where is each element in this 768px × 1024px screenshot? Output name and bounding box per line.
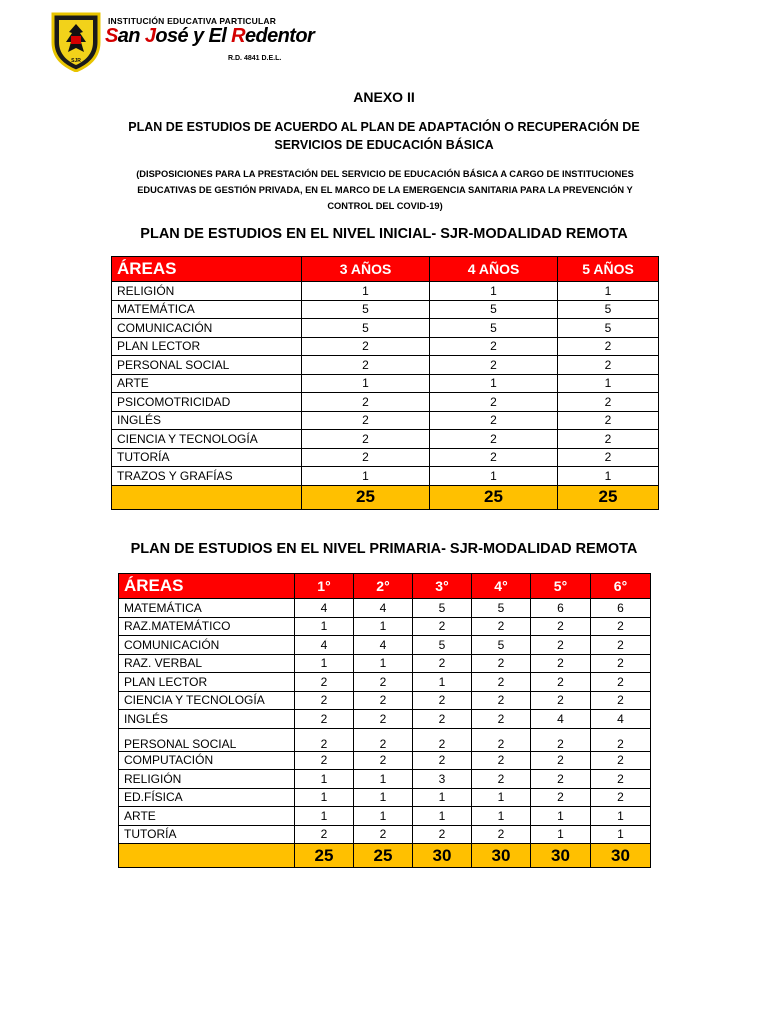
hours-cell: 1 <box>354 807 413 826</box>
hours-cell: 2 <box>558 448 659 467</box>
hours-cell: 6 <box>531 599 591 618</box>
hours-cell: 1 <box>354 770 413 789</box>
hours-cell: 1 <box>302 282 430 301</box>
hours-cell: 1 <box>354 788 413 807</box>
area-name-cell: PERSONAL SOCIAL <box>112 356 302 375</box>
hours-cell: 2 <box>472 825 531 844</box>
hours-cell: 2 <box>531 654 591 673</box>
area-name-cell: TUTORÍA <box>112 448 302 467</box>
area-name-cell: PLAN LECTOR <box>119 673 295 692</box>
grade-header: 4° <box>472 574 531 599</box>
hours-cell: 1 <box>558 282 659 301</box>
hours-cell: 2 <box>531 617 591 636</box>
area-name-cell: COMUNICACIÓN <box>112 319 302 338</box>
total-hours-cell: 25 <box>430 485 558 509</box>
hours-cell: 2 <box>302 356 430 375</box>
table-row <box>119 751 651 770</box>
area-name-cell: ARTE <box>112 374 302 393</box>
total-hours-cell: 30 <box>591 844 651 868</box>
hours-cell: 2 <box>531 636 591 655</box>
hours-cell: 1 <box>302 374 430 393</box>
hours-cell: 1 <box>531 807 591 826</box>
table-row <box>112 430 659 449</box>
hours-cell: 2 <box>531 728 591 751</box>
area-name-cell: TUTORÍA <box>119 825 295 844</box>
totals-row <box>112 485 659 509</box>
grade-header: 5° <box>531 574 591 599</box>
area-name-cell: CIENCIA Y TECNOLOGÍA <box>112 430 302 449</box>
areas-header: ÁREAS <box>119 574 295 599</box>
hours-cell: 2 <box>302 411 430 430</box>
table-row <box>119 599 651 618</box>
hours-cell: 4 <box>354 599 413 618</box>
area-name-cell: RAZ. VERBAL <box>119 654 295 673</box>
hours-cell: 2 <box>591 751 651 770</box>
hours-cell: 2 <box>558 356 659 375</box>
hours-cell: 2 <box>413 751 472 770</box>
grade-header: 4 AÑOS <box>430 257 558 282</box>
hours-cell: 1 <box>558 374 659 393</box>
table-row <box>112 282 659 301</box>
hours-cell: 1 <box>295 788 354 807</box>
hours-cell: 1 <box>472 807 531 826</box>
hours-cell: 5 <box>558 300 659 319</box>
hours-cell: 3 <box>413 770 472 789</box>
hours-cell: 4 <box>295 636 354 655</box>
table-row <box>119 617 651 636</box>
hours-cell: 2 <box>413 710 472 729</box>
totals-row <box>119 844 651 868</box>
total-hours-cell: 25 <box>354 844 413 868</box>
hours-cell: 1 <box>302 467 430 486</box>
hours-cell: 5 <box>430 300 558 319</box>
area-name-cell: RELIGIÓN <box>112 282 302 301</box>
hours-cell: 2 <box>558 337 659 356</box>
institution-type-label: INSTITUCIÓN EDUCATIVA PARTICULAR <box>108 16 277 26</box>
hours-cell: 2 <box>591 770 651 789</box>
hours-cell: 2 <box>472 673 531 692</box>
hours-cell: 2 <box>295 728 354 751</box>
hours-cell: 2 <box>472 728 531 751</box>
hours-cell: 4 <box>531 710 591 729</box>
hours-cell: 2 <box>413 825 472 844</box>
hours-cell: 2 <box>558 430 659 449</box>
hours-cell: 2 <box>558 411 659 430</box>
grade-header: 1° <box>295 574 354 599</box>
table-row <box>119 788 651 807</box>
hours-cell: 5 <box>302 300 430 319</box>
hours-cell: 6 <box>591 599 651 618</box>
hours-cell: 2 <box>591 654 651 673</box>
hours-cell: 2 <box>413 617 472 636</box>
total-hours-cell: 25 <box>558 485 659 509</box>
hours-cell: 5 <box>472 636 531 655</box>
hours-cell: 2 <box>472 770 531 789</box>
table-row <box>119 654 651 673</box>
hours-cell: 2 <box>354 673 413 692</box>
hours-cell: 2 <box>295 673 354 692</box>
institution-logo <box>50 12 315 78</box>
hours-cell: 1 <box>531 825 591 844</box>
total-hours-cell: 30 <box>472 844 531 868</box>
area-name-cell: RAZ.MATEMÁTICO <box>119 617 295 636</box>
hours-cell: 1 <box>295 617 354 636</box>
hours-cell: 2 <box>354 825 413 844</box>
shield-crest-icon <box>50 12 102 72</box>
hours-cell: 2 <box>430 393 558 412</box>
total-hours-cell: 30 <box>413 844 472 868</box>
hours-cell: 2 <box>558 393 659 412</box>
hours-cell: 1 <box>295 807 354 826</box>
hours-cell: 1 <box>430 282 558 301</box>
hours-cell: 4 <box>354 636 413 655</box>
primaria-study-plan-table <box>118 573 651 868</box>
hours-cell: 2 <box>591 673 651 692</box>
area-name-cell: INGLÉS <box>112 411 302 430</box>
table-row <box>119 673 651 692</box>
hours-cell: 2 <box>354 691 413 710</box>
table-row <box>112 300 659 319</box>
hours-cell: 2 <box>302 393 430 412</box>
svg-text:SJR: SJR <box>71 58 81 64</box>
hours-cell: 1 <box>295 654 354 673</box>
inicial-section-title: PLAN DE ESTUDIOS EN EL NIVEL INICIAL- SJR-MODALIDAD REMOTA <box>140 226 628 242</box>
hours-cell: 1 <box>354 654 413 673</box>
hours-cell: 2 <box>295 710 354 729</box>
hours-cell: 2 <box>295 691 354 710</box>
hours-cell: 2 <box>531 751 591 770</box>
hours-cell: 2 <box>472 617 531 636</box>
hours-cell: 2 <box>430 448 558 467</box>
hours-cell: 5 <box>413 599 472 618</box>
table-row <box>112 319 659 338</box>
hours-cell: 2 <box>591 728 651 751</box>
area-name-cell: PERSONAL SOCIAL <box>119 728 295 751</box>
hours-cell: 5 <box>558 319 659 338</box>
hours-cell: 2 <box>531 691 591 710</box>
primaria-section-title: PLAN DE ESTUDIOS EN EL NIVEL PRIMARIA- SJR-MODALIDAD REMOTA <box>130 541 638 557</box>
hours-cell: 2 <box>354 751 413 770</box>
area-name-cell: ED.FÍSICA <box>119 788 295 807</box>
area-name-cell: PLAN LECTOR <box>112 337 302 356</box>
table-row <box>112 393 659 412</box>
hours-cell: 5 <box>472 599 531 618</box>
grade-header: 6° <box>591 574 651 599</box>
area-name-cell: PSICOMOTRICIDAD <box>112 393 302 412</box>
area-name-cell: ARTE <box>119 807 295 826</box>
hours-cell: 2 <box>472 751 531 770</box>
area-name-cell: TRAZOS Y GRAFÍAS <box>112 467 302 486</box>
inicial-study-plan-table <box>111 256 659 510</box>
table-row <box>119 691 651 710</box>
hours-cell: 1 <box>591 825 651 844</box>
hours-cell: 2 <box>472 654 531 673</box>
hours-cell: 2 <box>531 770 591 789</box>
grade-header: 2° <box>354 574 413 599</box>
hours-cell: 5 <box>413 636 472 655</box>
hours-cell: 2 <box>413 654 472 673</box>
plan-title: PLAN DE ESTUDIOS DE ACUERDO AL PLAN DE ADAPTACIÓN O RECUPERACIÓN DE SERVICIOS DE EDUCACIÓN BÁSICA <box>128 120 640 152</box>
table-row <box>112 337 659 356</box>
totals-label-cell <box>112 485 302 509</box>
table-row <box>112 467 659 486</box>
area-name-cell: CIENCIA Y TECNOLOGÍA <box>119 691 295 710</box>
hours-cell: 5 <box>430 319 558 338</box>
hours-cell: 2 <box>591 617 651 636</box>
hours-cell: 2 <box>295 825 354 844</box>
dispositions-note: (DISPOSICIONES PARA LA PRESTACIÓN DEL SERVICIO DE EDUCACIÓN BÁSICA A CARGO DE INSTITUCIONES EDUCATIVAS DE GESTIÓN PRIVADA, EN EL MARCO DE LA EMERGENCIA SANITARIA PARA LA PREVENCIÓN Y CONTROL DEL COVID-19) <box>136 169 634 211</box>
hours-cell: 2 <box>591 788 651 807</box>
table-row <box>119 770 651 789</box>
area-name-cell: RELIGIÓN <box>119 770 295 789</box>
hours-cell: 2 <box>302 430 430 449</box>
hours-cell: 2 <box>302 337 430 356</box>
hours-cell: 2 <box>472 710 531 729</box>
hours-cell: 1 <box>295 770 354 789</box>
hours-cell: 2 <box>531 673 591 692</box>
institution-name: San José y El Redentor <box>105 25 315 47</box>
areas-header: ÁREAS <box>112 257 302 282</box>
hours-cell: 2 <box>295 751 354 770</box>
totals-label-cell <box>119 844 295 868</box>
annex-title: ANEXO II <box>353 89 415 105</box>
hours-cell: 2 <box>430 337 558 356</box>
hours-cell: 2 <box>354 728 413 751</box>
table-row <box>119 728 651 751</box>
hours-cell: 4 <box>591 710 651 729</box>
hours-cell: 1 <box>472 788 531 807</box>
hours-cell: 2 <box>531 788 591 807</box>
hours-cell: 4 <box>295 599 354 618</box>
table-row <box>119 807 651 826</box>
table-row <box>119 710 651 729</box>
area-name-cell: MATEMÁTICA <box>119 599 295 618</box>
hours-cell: 2 <box>591 691 651 710</box>
grade-header: 5 AÑOS <box>558 257 659 282</box>
hours-cell: 2 <box>472 691 531 710</box>
table-row <box>119 636 651 655</box>
grade-header: 3 AÑOS <box>302 257 430 282</box>
hours-cell: 1 <box>430 374 558 393</box>
table-row <box>112 411 659 430</box>
table-row <box>112 448 659 467</box>
grade-header: 3° <box>413 574 472 599</box>
resolution-number: R.D. 4841 D.E.L. <box>228 55 282 62</box>
hours-cell: 2 <box>413 691 472 710</box>
hours-cell: 2 <box>591 636 651 655</box>
hours-cell: 2 <box>354 710 413 729</box>
hours-cell: 1 <box>430 467 558 486</box>
hours-cell: 2 <box>302 448 430 467</box>
hours-cell: 1 <box>591 807 651 826</box>
total-hours-cell: 25 <box>295 844 354 868</box>
hours-cell: 5 <box>302 319 430 338</box>
area-name-cell: COMUNICACIÓN <box>119 636 295 655</box>
hours-cell: 2 <box>413 728 472 751</box>
hours-cell: 1 <box>354 617 413 636</box>
hours-cell: 2 <box>430 411 558 430</box>
total-hours-cell: 30 <box>531 844 591 868</box>
area-name-cell: MATEMÁTICA <box>112 300 302 319</box>
table-row <box>112 356 659 375</box>
hours-cell: 1 <box>413 788 472 807</box>
table-row <box>119 825 651 844</box>
table-row <box>112 374 659 393</box>
hours-cell: 1 <box>413 807 472 826</box>
area-name-cell: COMPUTACIÓN <box>119 751 295 770</box>
hours-cell: 2 <box>430 356 558 375</box>
hours-cell: 2 <box>430 430 558 449</box>
total-hours-cell: 25 <box>302 485 430 509</box>
area-name-cell: INGLÉS <box>119 710 295 729</box>
hours-cell: 1 <box>558 467 659 486</box>
hours-cell: 1 <box>413 673 472 692</box>
